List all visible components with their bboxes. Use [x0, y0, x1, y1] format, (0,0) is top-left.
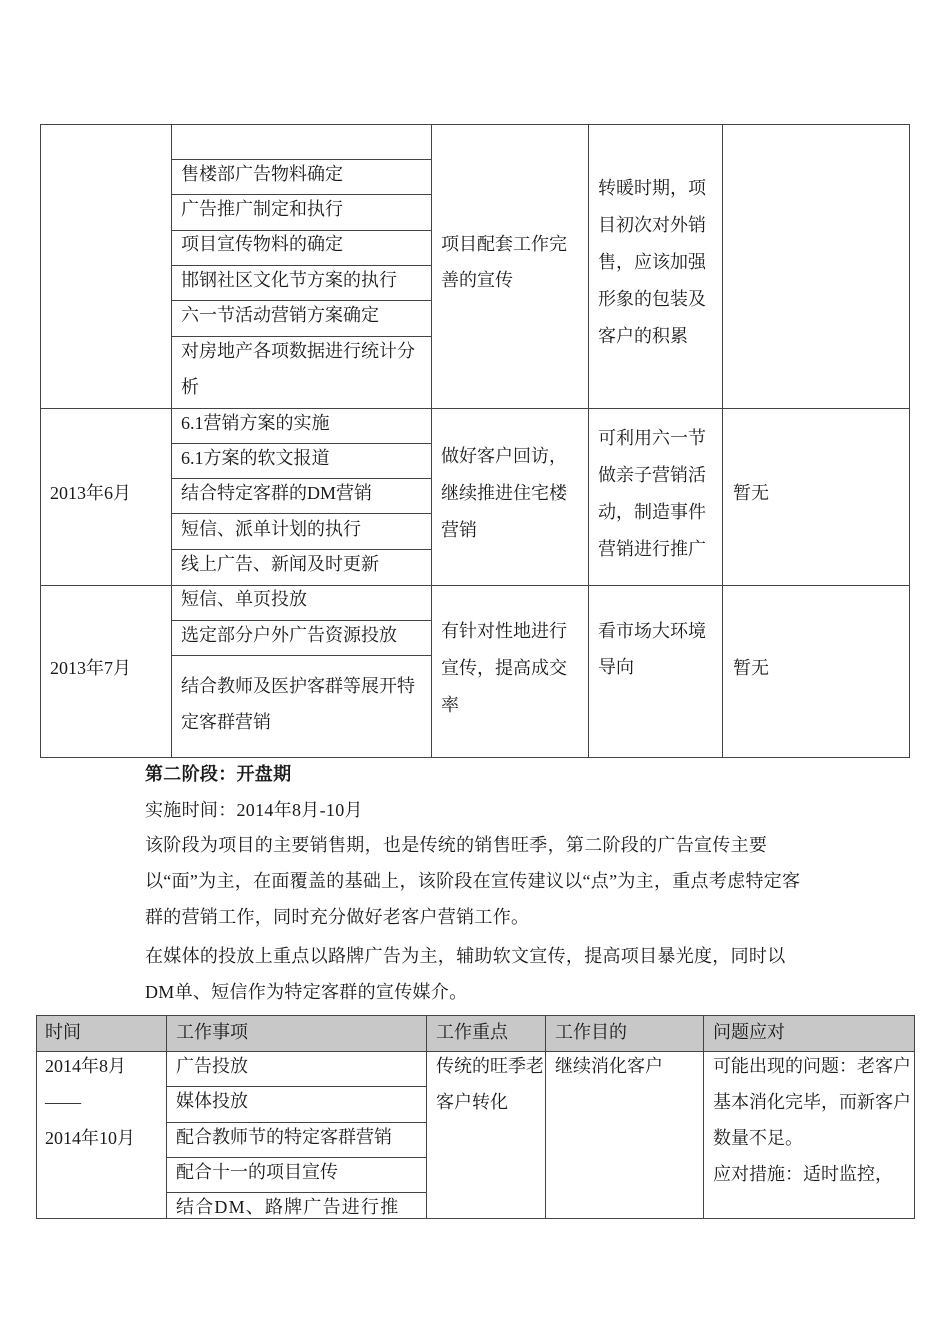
- section-heading: 第二阶段：开盘期: [145, 764, 292, 784]
- table-cell-item: 结合特定客群的DM营销: [181, 483, 373, 503]
- table-header: 时间: [45, 1022, 81, 1042]
- table-header: 工作重点: [436, 1022, 508, 1042]
- table-cell-period: ——: [45, 1092, 81, 1112]
- table-cell-period: 2014年10月: [45, 1128, 135, 1148]
- table-cell-item: 配合十一的项目宣传: [176, 1162, 338, 1182]
- implementation-time: 实施时间：2014年8月-10月: [145, 800, 363, 820]
- table-cell-item: 对房地产各项数据进行统计分析: [181, 341, 415, 397]
- table-cell-item: 广告投放: [176, 1056, 248, 1076]
- table-cell-response: 暂无: [733, 658, 769, 678]
- table-cell-item: 短信、单页投放: [181, 589, 307, 609]
- table-cell-goal: 继续消化客户: [555, 1056, 663, 1076]
- table-cell-focus: 有针对性地进行宣传，提高成交率: [441, 621, 567, 715]
- table-cell-goal: 转暖时期，项目初次对外销售，应该加强形象的包装及客户的积累: [598, 178, 706, 346]
- table-cell-item: 选定部分户外广告资源投放: [181, 625, 397, 645]
- table-cell-item: 广告推广制定和执行: [181, 199, 343, 219]
- table-cell-item: 6.1营销方案的实施: [181, 413, 330, 433]
- table-cell-response: 可能出现的问题：老客户基本消化完毕，而新客户数量不足。: [713, 1056, 911, 1148]
- table-cell-item: 项目宣传物料的确定: [181, 234, 343, 254]
- table-cell-response: 暂无: [733, 483, 769, 503]
- table-cell-item: 结合教师及医护客群等展开特定客群营销: [181, 676, 415, 732]
- table-cell-item: 配合教师节的特定客群营销: [176, 1127, 392, 1147]
- table-cell-item: 线上广告、新闻及时更新: [181, 554, 379, 574]
- table-cell-item: 短信、派单计划的执行: [181, 519, 361, 539]
- table-cell-item: 结合DM、路牌广告进行推: [176, 1197, 400, 1217]
- table-cell-response: 应对措施：适时监控，: [713, 1164, 893, 1184]
- table-cell-item: 六一节活动营销方案确定: [181, 305, 379, 325]
- table-cell-period: 2014年8月: [45, 1056, 126, 1076]
- table-cell-period: 2013年7月: [50, 658, 131, 678]
- table-cell-item: 媒体投放: [176, 1091, 248, 1111]
- table-cell-focus: 传统的旺季老客户转化: [436, 1056, 544, 1112]
- section-paragraph: 在媒体的投放上重点以路牌广告为主，辅助软文宣传，提高项目暴光度，同时以DM单、短信作为特定客群的宣传媒介。: [145, 946, 786, 1002]
- table-header: 工作事项: [176, 1022, 248, 1042]
- table-cell-period: 2013年6月: [50, 483, 131, 503]
- table-cell-focus: 项目配套工作完善的宣传: [441, 234, 567, 290]
- table-header: 问题应对: [713, 1022, 785, 1042]
- table-cell-goal: 看市场大环境导向: [598, 621, 706, 677]
- table-cell-item: 6.1方案的软文报道: [181, 448, 330, 468]
- table-cell-focus: 做好客户回访，继续推进住宅楼营销: [441, 446, 567, 540]
- table-cell-item: 邯钢社区文化节方案的执行: [181, 270, 397, 290]
- table-header: 工作目的: [555, 1022, 627, 1042]
- table-cell-item: 售楼部广告物料确定: [181, 164, 343, 184]
- table-cell-goal: 可利用六一节做亲子营销活动，制造事件营销进行推广: [598, 428, 706, 559]
- section-paragraph: 该阶段为项目的主要销售期，也是传统的销售旺季，第二阶段的广告宣传主要以“面”为主，在面覆盖的基础上，该阶段在宣传建议以“点”为主，重点考虑特定客群的营销工作，同时充分做好老客户营销工作。: [145, 835, 801, 927]
